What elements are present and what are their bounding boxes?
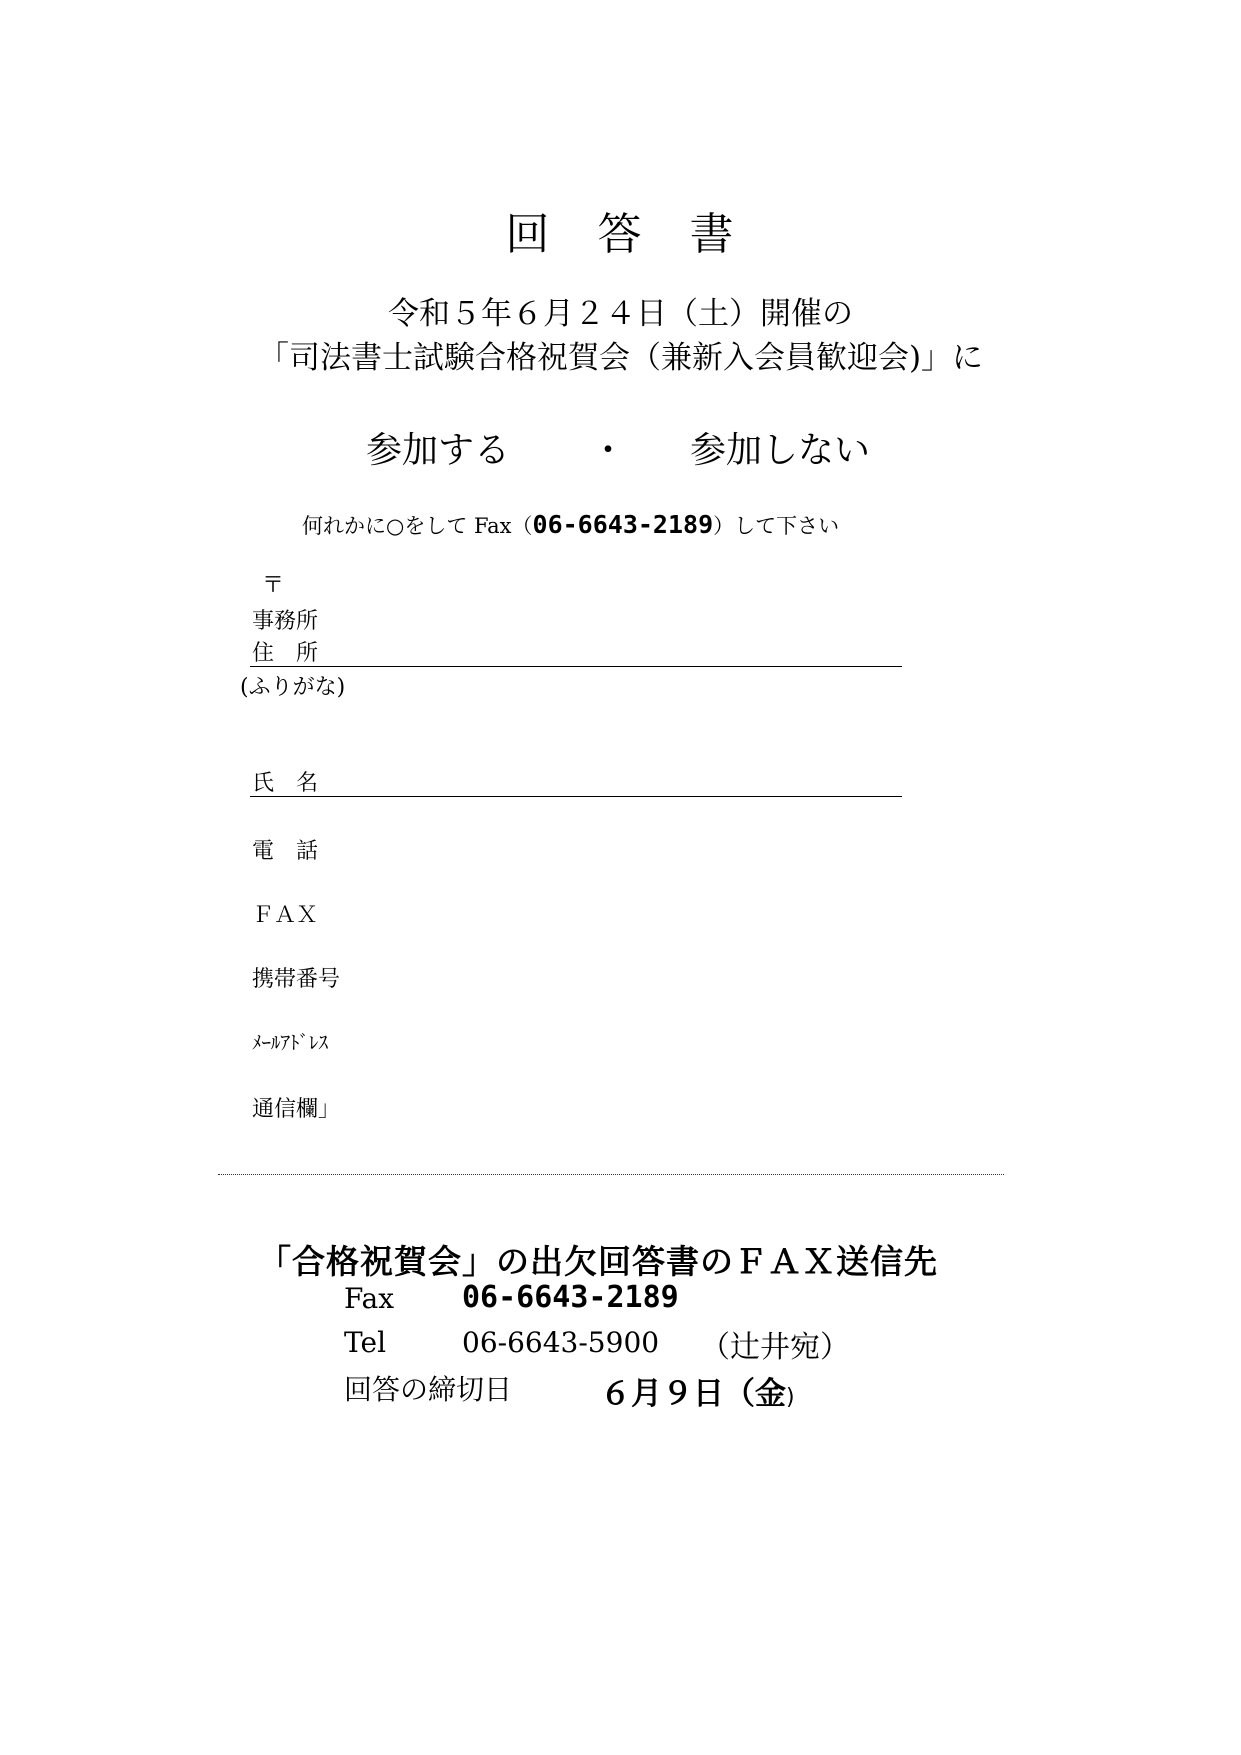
address-field-line[interactable]: [250, 666, 902, 667]
dest-tel-number: 06-6643-5900: [462, 1326, 660, 1359]
deadline-close-paren: ): [786, 1385, 795, 1410]
dest-fax-number: 06-6643-2189: [462, 1280, 679, 1315]
office-label: 事務所: [252, 609, 319, 634]
instruction-suffix: ）して下さい: [713, 514, 840, 538]
choice-separator: ・: [590, 430, 627, 471]
postal-mark: 〒: [262, 573, 285, 598]
fax-destination-heading: 「合格祝賀会」の出欠回答書のＦＡＸ送信先: [258, 1242, 938, 1281]
address-label: 住 所: [252, 641, 319, 666]
event-date-line: 令和５年６月２４日（土）開催の: [388, 296, 853, 332]
deadline-date: [600, 1368, 795, 1413]
event-name-line: 「司法書士試験合格祝賀会（兼新入会員歓迎会)」に: [257, 340, 984, 376]
phone-label: 電 話: [252, 839, 319, 864]
deadline-label: 回答の締切日: [344, 1373, 513, 1406]
deadline-date-text: ６月９日（金: [600, 1376, 786, 1412]
instruction-prefix: 何れかに○をして Fax（: [302, 514, 533, 538]
fax-label: ＦＡＸ: [252, 903, 319, 928]
instruction-fax-number: 06-6643-2189: [532, 510, 714, 539]
furigana-label: (ふりがな): [240, 675, 346, 700]
not-attend-option[interactable]: 参加しない: [690, 430, 871, 471]
attend-option[interactable]: 参加する: [366, 430, 511, 471]
comments-label: 通信欄」: [252, 1097, 341, 1122]
name-field-line[interactable]: [250, 796, 902, 797]
name-label: 氏 名: [252, 771, 319, 796]
cut-line-divider: [218, 1174, 1004, 1175]
mobile-label: 携帯番号: [252, 967, 341, 992]
dest-fax-label: Fax: [344, 1282, 395, 1315]
document-title: 回 答 書: [505, 209, 736, 260]
dest-tel-label: Tel: [344, 1326, 387, 1359]
instruction-text: [302, 510, 839, 540]
dest-tel-note: （辻井宛）: [700, 1330, 850, 1365]
email-label: ﾒｰﾙｱﾄﾞﾚｽ: [252, 1032, 329, 1054]
